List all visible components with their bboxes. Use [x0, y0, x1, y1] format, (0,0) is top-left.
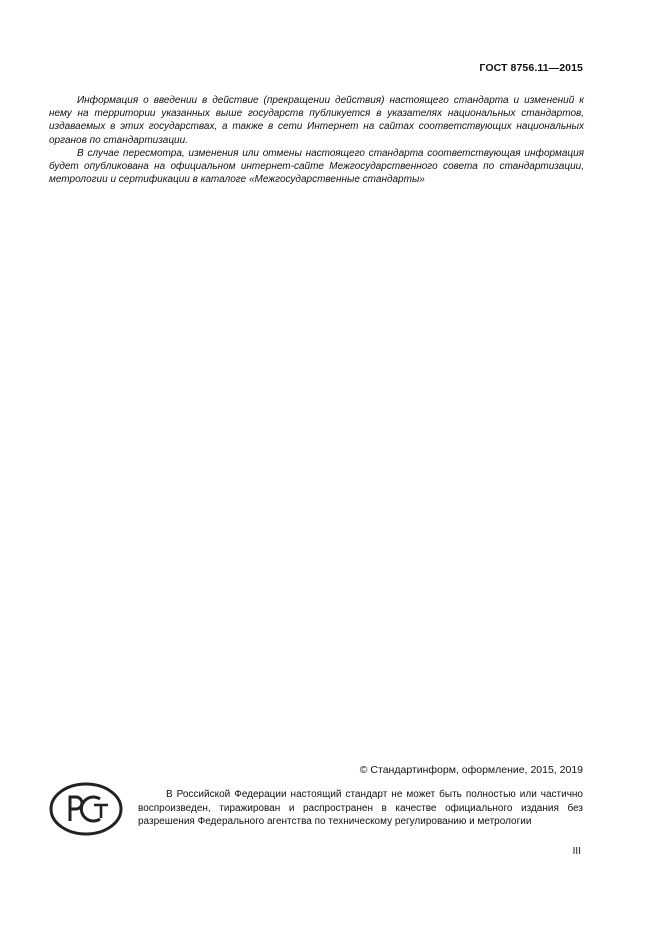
publication-info [49, 94, 584, 186]
info-paragraph-revision: В случае пересмотра, изменения или отмены настоящего стандарта соответствующая информация будет опубликована на официальном интернет-сайте Межгосударственного совета по стандартизации, метрологии и сертификации в каталоге «Межгосударственные стандарты» [49, 147, 584, 186]
page-number: III [572, 846, 581, 857]
copyright-line: © Стандартинформ, оформление, 2015, 2019 [359, 764, 583, 776]
notice-text: В Российской Федерации настоящий стандарт не может быть полностью или частично воспроизведен, тиражирован и распространен в качестве официального издания без разрешения Федерального агентства по техническому регулированию и метрологии [138, 789, 583, 827]
standard-code: ГОСТ 8756.11—2015 [479, 62, 583, 74]
info-paragraph-publication: Информация о введении в действие (прекращении действия) настоящего стандарта и изменений к нему на территории указанных выше государств публикуется в указателях национальных стандартов, издаваемых в этих государствах, а также в сети Интернет на сайтах соответствующих национальных органов по стандартизации. [49, 95, 584, 146]
rst-certification-mark-icon [48, 781, 126, 837]
copyright-notice [138, 788, 583, 829]
